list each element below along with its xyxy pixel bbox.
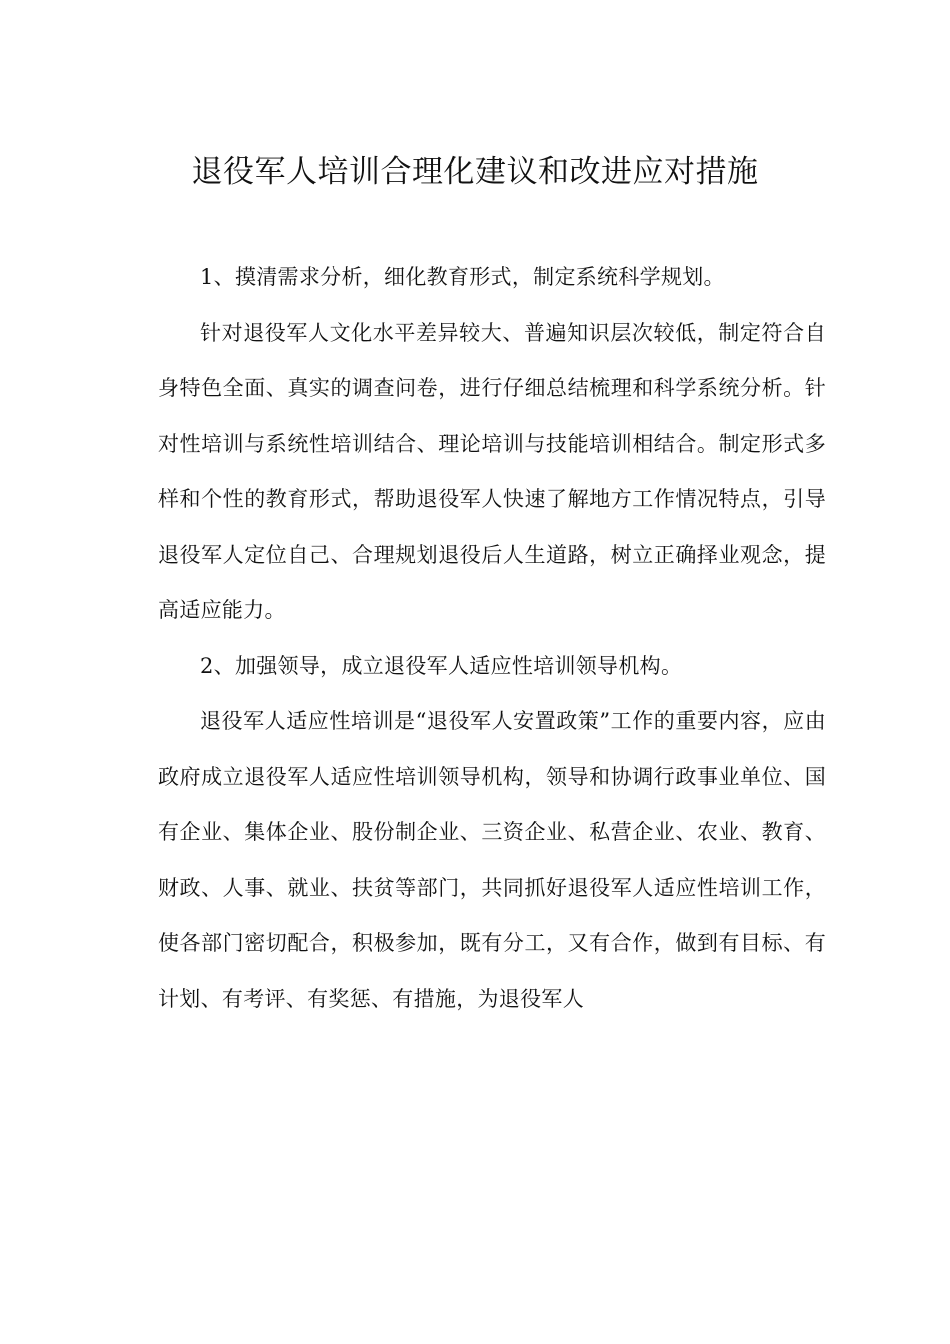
paragraph-body-2: 退役军人适应性培训是“退役军人安置政策”工作的重要内容，应由政府成立退役军人适应性培训领导机构，领导和协调行政事业单位、国有企业、集体企业、股份制企业、三资企业、私营企业、农业、教育、财政、人事、就业、扶贫等部门，共同抓好退役军人适应性培训工作，使各部门密切配合，积极参加，既有分工，又有合作，做到有目标、有计划、有考评、有奖惩、有措施，为退役军人 [158, 709, 826, 1011]
paragraph-body-1: 针对退役军人文化水平差异较大、普遍知识层次较低，制定符合自身特色全面、真实的调查问卷，进行仔细总结梳理和科学系统分析。针对性培训与系统性培训结合、理论培训与技能培训相结合。制定形式多样和个性的教育形式，帮助退役军人快速了解地方工作情况特点，引导退役军人定位自己、合理规划退役后人生道路，树立正确择业观念，提高适应能力。 [158, 320, 826, 622]
document-title: 退役军人培训合理化建议和改进应对措施 [191, 154, 759, 190]
paragraph-heading-2: 2、加强领导，成立退役军人适应性培训领导机构。 [200, 653, 683, 678]
paragraph-heading-1: 1、摸清需求分析，细化教育形式，制定系统科学规划。 [200, 265, 725, 289]
document-body [158, 250, 826, 1027]
